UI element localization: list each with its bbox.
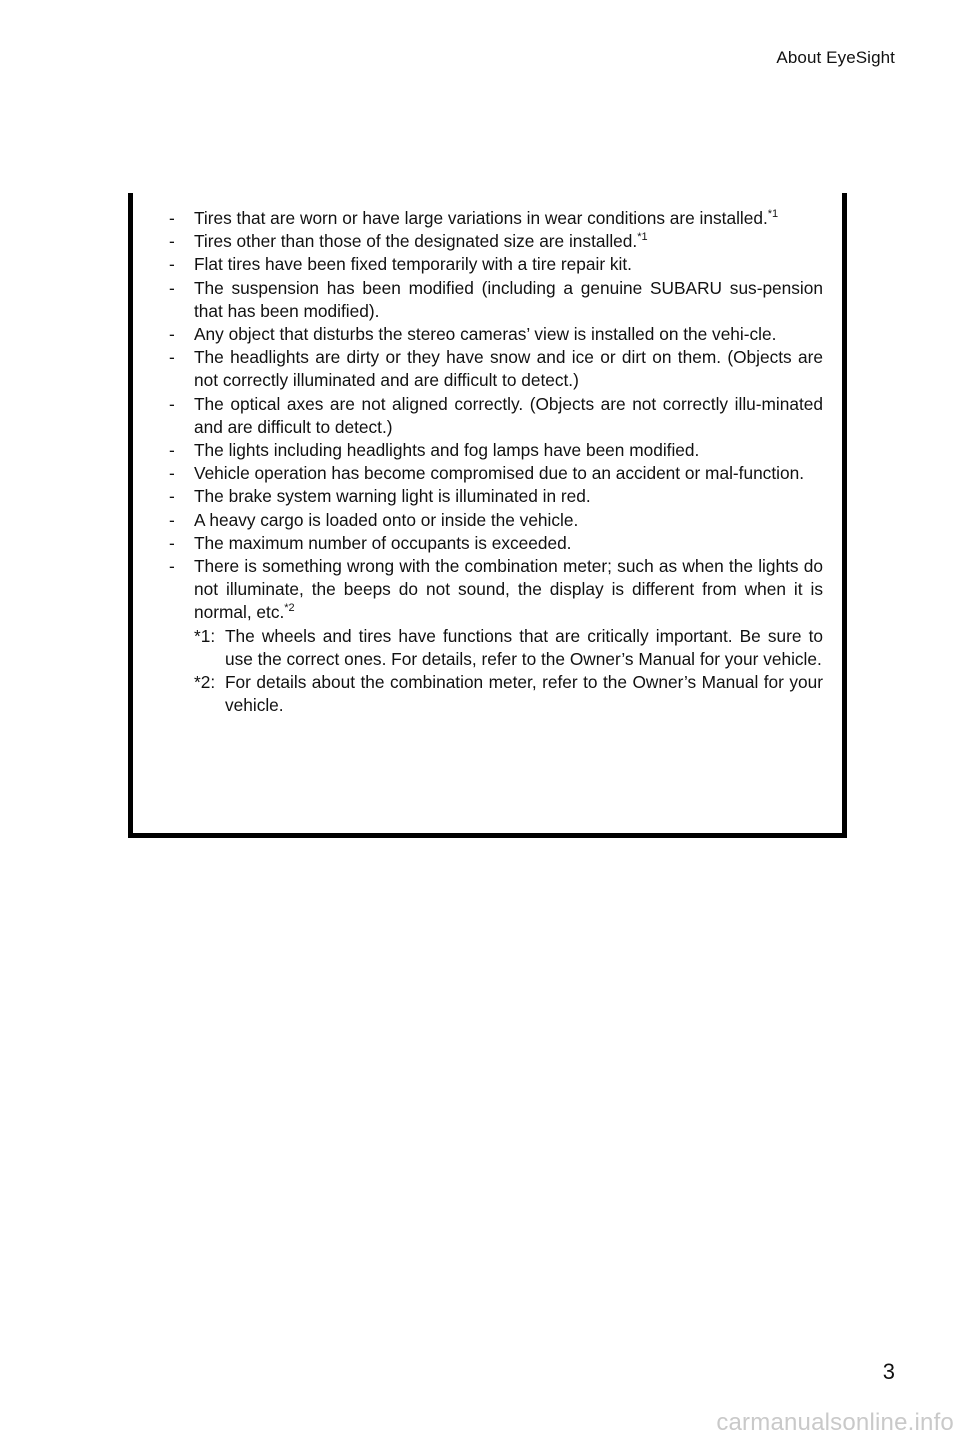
item-text: The suspension has been modified (including a genuine SUBARU sus-pension that has been modified). [194, 277, 823, 321]
conditions-list [169, 207, 823, 625]
list-dash: - [169, 231, 175, 252]
list-dash: - [169, 486, 175, 507]
item-text: A heavy cargo is loaded onto or inside the vehicle. [194, 509, 579, 530]
item-text: The optical axes are not aligned correctly. (Objects are not correctly illu-minated and are difficult to detect.) [194, 393, 823, 437]
list-dash: - [169, 277, 175, 298]
footnote-text: For details about the combination meter, refer to the Owner’s Manual for your vehicle. [225, 672, 823, 716]
list-dash: - [169, 254, 175, 275]
footnote-list [169, 625, 823, 718]
list-item [169, 230, 823, 253]
item-text: The lights including headlights and fog lamps have been modified. [194, 440, 700, 461]
footnote-text: The wheels and tires have functions that are critically important. Be sure to use the correct ones. For details, refer to the Owner’s Manual for your vehicle. [225, 625, 823, 669]
list-item [169, 462, 823, 485]
list-item [169, 509, 823, 532]
footnote-marker: *2: [194, 672, 216, 693]
list-dash: - [169, 324, 175, 345]
item-text: There is something wrong with the combination meter; such as when the lights do not illuminate, the beeps do not sound, the display is different from when it is normal, etc. [194, 556, 823, 623]
watermark: carmanualsonline.info [716, 1409, 954, 1436]
list-item [169, 346, 823, 392]
list-item [169, 323, 823, 346]
footnote-marker: *1: [194, 625, 216, 646]
list-item [169, 555, 823, 625]
item-text: Tires that are worn or have large variations in wear conditions are installed. [194, 208, 768, 228]
list-dash: - [169, 347, 175, 368]
footnote [194, 671, 823, 717]
list-dash: - [169, 532, 175, 553]
item-text: The maximum number of occupants is exceeded. [194, 532, 572, 553]
list-item [169, 253, 823, 276]
item-text: Flat tires have been fixed temporarily with a tire repair kit. [194, 254, 632, 275]
running-header: About EyeSight [776, 48, 895, 67]
item-text: The brake system warning light is illuminated in red. [194, 486, 591, 507]
conditions-box [128, 193, 847, 838]
list-item [169, 207, 823, 230]
list-dash: - [169, 393, 175, 414]
page-number: 3 [882, 1359, 895, 1384]
list-dash: - [169, 556, 175, 577]
item-text: The headlights are dirty or they have snow and ice or dirt on them. (Objects are not correctly illuminated and are difficult to detect.) [194, 347, 823, 391]
list-item [169, 439, 823, 462]
list-dash: - [169, 463, 175, 484]
footnote [194, 625, 823, 671]
item-text: Vehicle operation has become compromised due to an accident or mal-function. [194, 463, 804, 484]
list-dash: - [169, 440, 175, 461]
footnote-ref: *2 [284, 602, 295, 615]
list-item [169, 532, 823, 555]
footnote-ref: *1 [767, 208, 779, 220]
list-dash: - [169, 208, 175, 228]
list-item [169, 277, 823, 323]
list-dash: - [169, 509, 175, 530]
item-text: Tires other than those of the designated size are installed. [194, 231, 638, 252]
list-item [169, 393, 823, 439]
item-text: Any object that disturbs the stereo cameras’ view is installed on the vehi-cle. [194, 324, 777, 345]
footnote-ref: *1 [637, 231, 648, 244]
list-item [169, 485, 823, 508]
